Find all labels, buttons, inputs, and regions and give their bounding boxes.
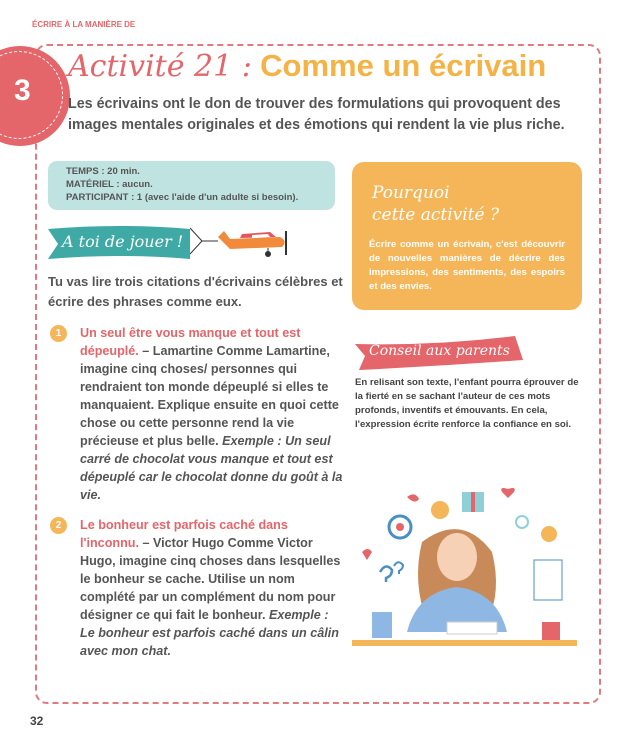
author: – Victor Hugo [138,536,225,550]
parents-banner-text: Conseil aux parents [369,343,510,359]
info-box [48,161,335,210]
play-banner [48,225,190,261]
intro-text: Les écrivains ont le don de trouver des formulations qui provoquent des images mentales originales et des émotions qui rendent la vie plus riche. [68,96,565,133]
quote-item-1 [80,324,346,504]
page-title [68,48,546,84]
why-box [352,162,582,310]
info-participant: PARTICIPANT : 1 (avec l'aide d'un adulte si besoin). [66,192,299,203]
item-number-1: 1 [50,325,67,342]
right-column [352,162,584,652]
item-number-2: 2 [50,517,67,534]
instruction: Comme Victor Hugo, imagine cinq choses dans lesquelles le bonheur se cache. Utilise un nom complété par un complément du nom pour désigner ce qui fait le bonheur. [80,536,341,622]
example: Exemple : Le bonheur est parfois caché dans un câlin avec mon chat. [80,608,339,658]
quote: Un seul être vous manque et tout est dépeuplé. [80,326,301,358]
page-number: 32 [30,714,44,728]
girl-dreaming-illustration [352,482,577,652]
lead-text: Tu vas lire trois citations d'écrivains célèbres et écrire des phrases comme eux. [48,274,343,309]
title-main: Comme un écrivain [260,48,547,83]
section-label: ÉCRIRE À LA MANIÈRE DE [32,20,136,29]
quote: Le bonheur est parfois caché dans l'inconnu. [80,518,288,550]
why-heading-line-2: cette activité ? [372,205,500,225]
why-text: Écrire comme un écrivain, c'est découvrir de nouvelles manières de décrire des impressions, des sentiments, des espoirs et des envies. [369,239,565,292]
play-banner-text: A toi de jouer ! [62,232,184,251]
why-heading [369,182,565,226]
info-time: TEMPS : 20 min. [66,166,140,177]
chapter-number: 3 [14,74,31,107]
example: Exemple : Un seul carré de chocolat vous manque et tout est dépeuplé car le chocolat donne du goût à la vie. [80,434,343,502]
info-material: MATÉRIEL : aucun. [66,179,153,190]
quote-item-2 [80,516,346,660]
parents-advice: En relisant son texte, l'enfant pourra éprouver de la fierté en se sachant l'auteur de ces mots profonds, inventifs et émouvants. En cela, l'expression écrite renforce la confiance en soi. [355,377,579,430]
play-banner-row [48,224,348,262]
title-prefix: Activité 21 : [68,49,252,84]
author: – Lamartine [138,344,213,358]
instruction: Comme Lamartine, imagine cinq choses/ personnes qui rendraient ton monde dépeuplé si elles te manquaient. Explique ensuite en quoi cette chose ou cette personne rend la vie précieuse et plus belle. [80,344,339,448]
parents-banner [355,336,523,370]
quote-block-2 [55,516,346,660]
why-heading-line-1: Pourquoi [372,183,450,203]
airplane-icon [190,223,295,263]
left-column [48,161,348,660]
quote-block-1 [55,324,346,504]
